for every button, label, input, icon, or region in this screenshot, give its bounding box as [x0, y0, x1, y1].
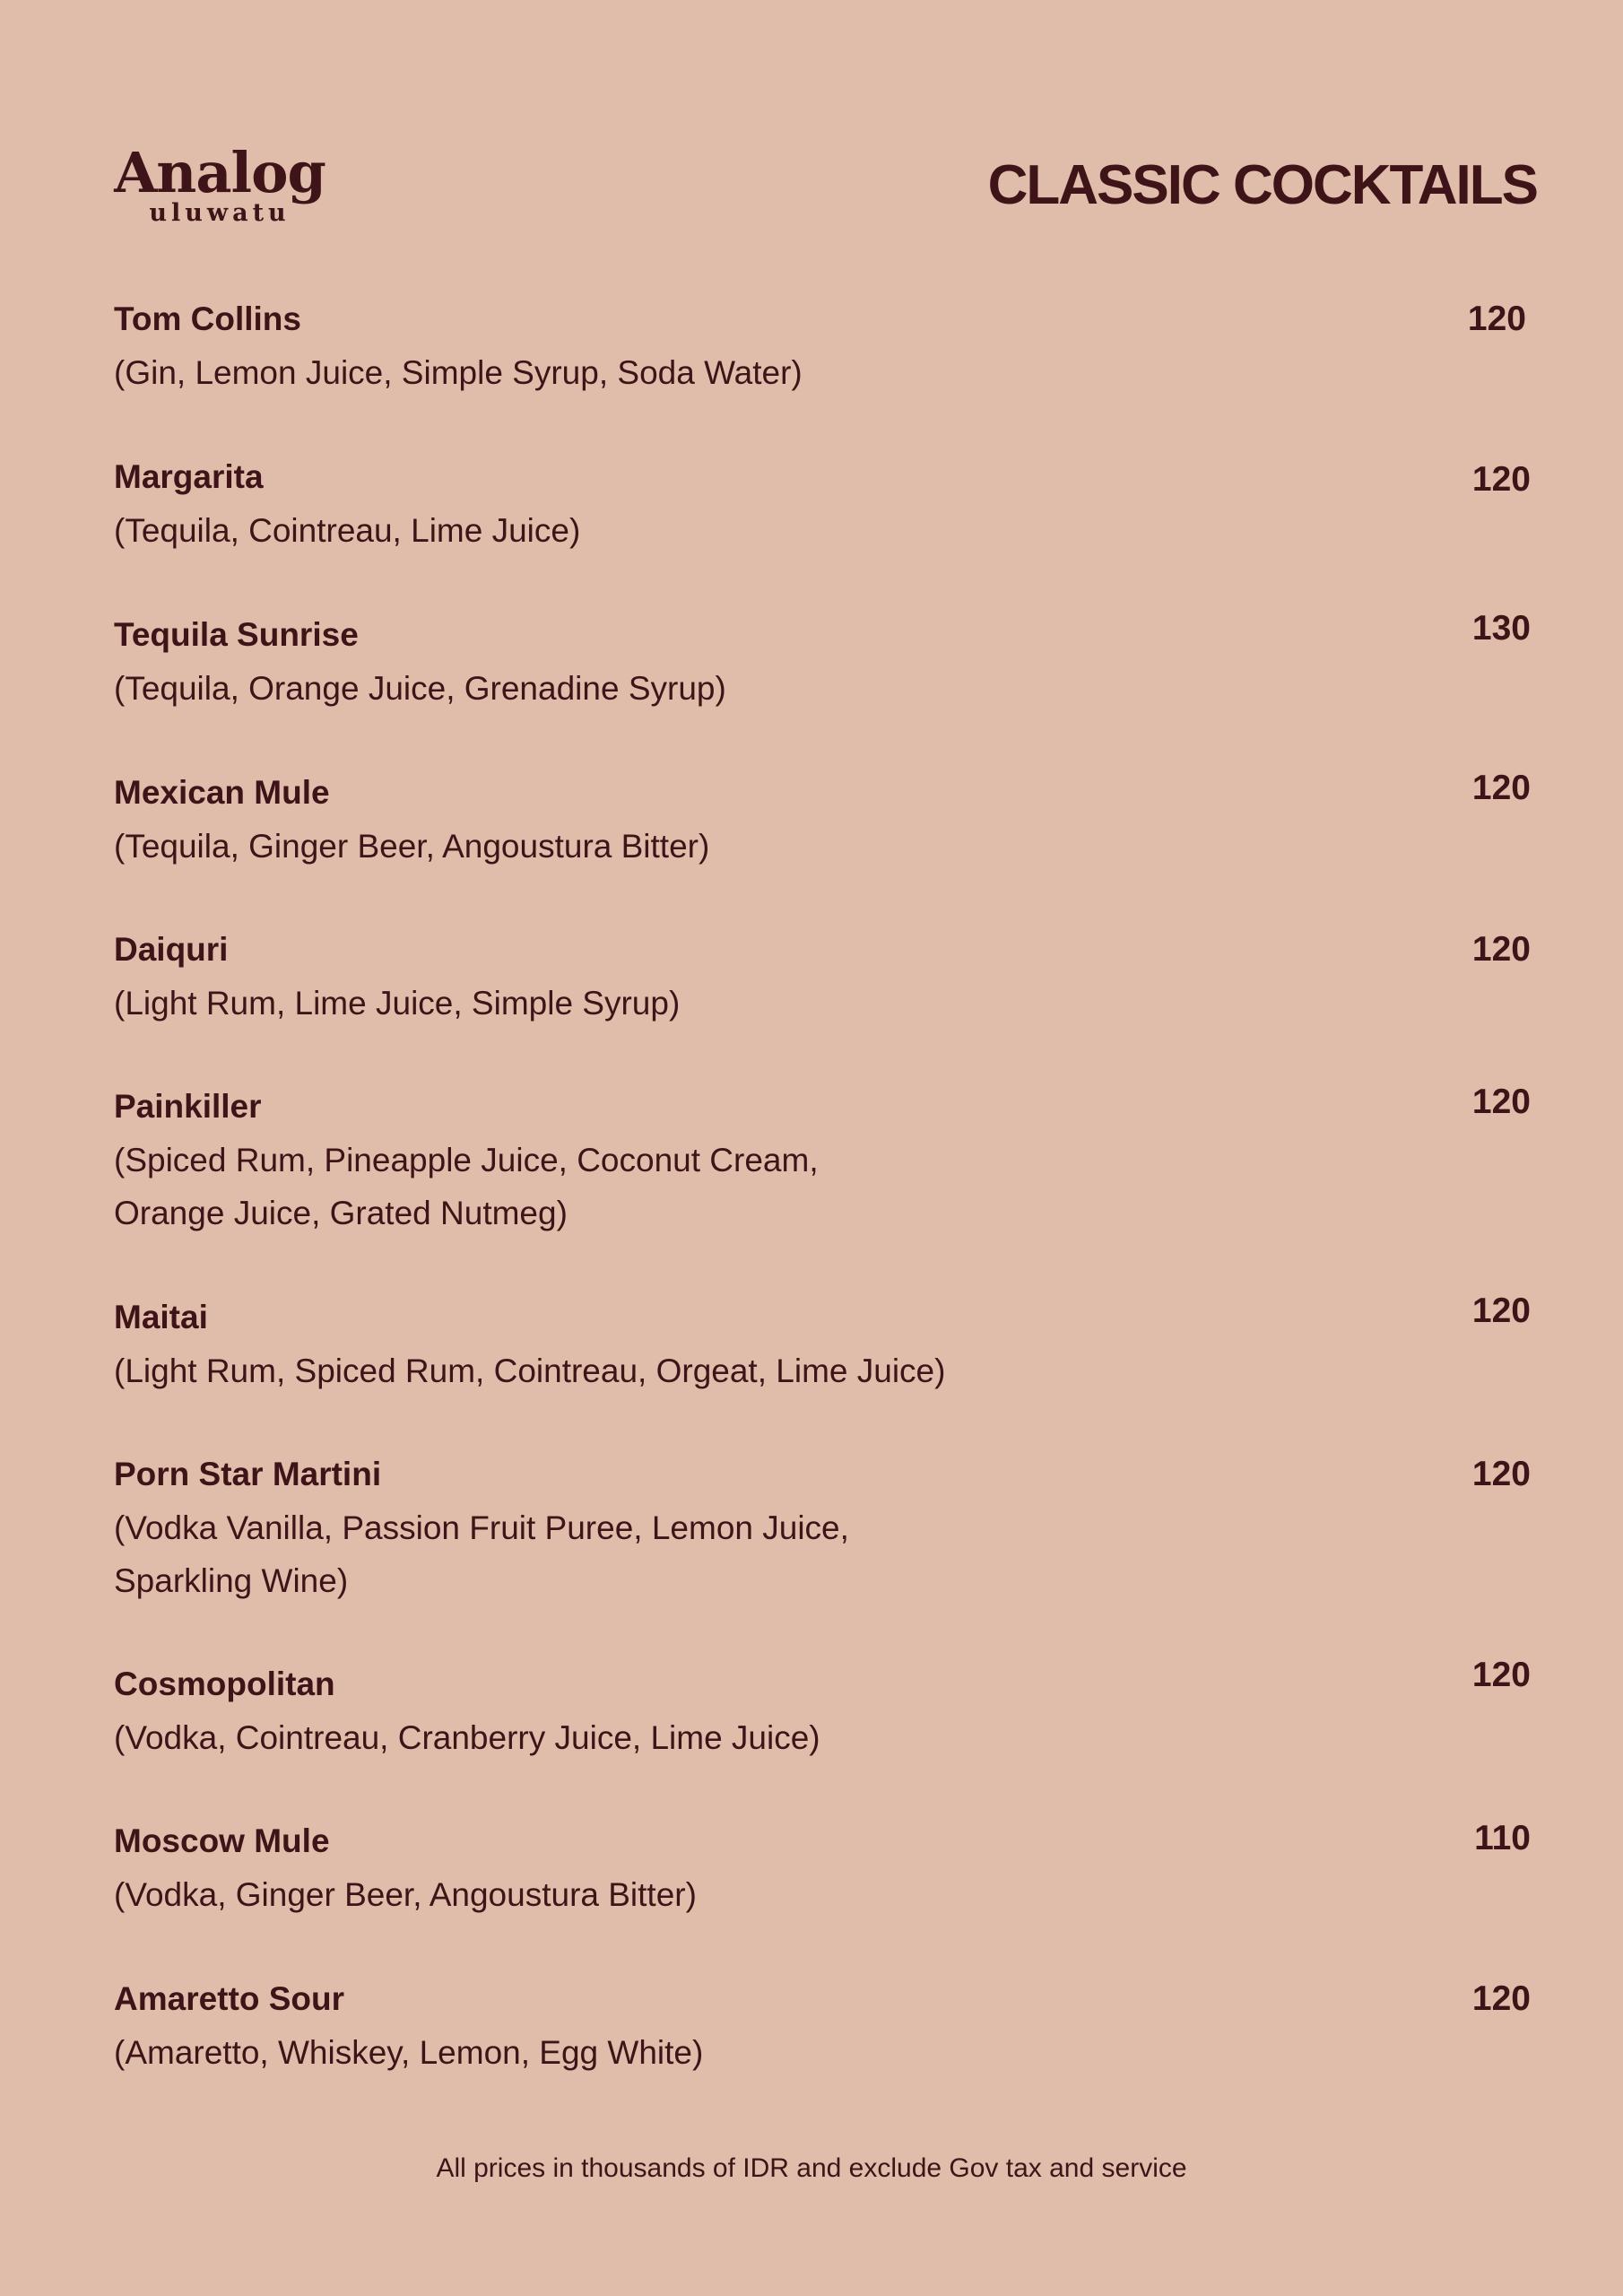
- menu-item-tequila-sunrise: [114, 608, 1531, 715]
- item-ingredients: (Tequila, Ginger Beer, Angoustura Bitter): [114, 828, 710, 865]
- item-name: Mexican Mule: [114, 774, 330, 811]
- item-name: Tequila Sunrise: [114, 616, 359, 653]
- item-ingredients: (Spiced Rum, Pineapple Juice, Coconut Cream,: [114, 1142, 819, 1178]
- menu-item-painkiller: [114, 1080, 1531, 1239]
- item-price: 120: [1467, 300, 1526, 338]
- item-name: Margarita: [114, 458, 264, 495]
- price-disclaimer: All prices in thousands of IDR and exclude Gov tax and service: [436, 2153, 1187, 2183]
- item-ingredients-line-2: Sparkling Wine): [114, 1562, 349, 1599]
- menu-item-moscow-mule: [114, 1814, 1531, 1921]
- item-price: 120: [1471, 769, 1531, 807]
- item-name: Moscow Mule: [114, 1822, 330, 1859]
- item-price: 120: [1471, 1292, 1531, 1330]
- item-name: Amaretto Sour: [114, 1980, 344, 2017]
- logo-location: uluwatu: [149, 199, 291, 227]
- item-ingredients: (Tequila, Cointreau, Lime Juice): [114, 512, 581, 549]
- item-name: Painkiller: [114, 1088, 262, 1125]
- logo-wordmark: Analog: [114, 140, 325, 205]
- item-price: 110: [1474, 1819, 1531, 1857]
- item-price: 120: [1471, 460, 1531, 499]
- item-name: Cosmopolitan: [114, 1665, 335, 1702]
- item-ingredients: (Vodka Vanilla, Passion Fruit Puree, Lemon Juice,: [114, 1509, 849, 1546]
- item-price: 120: [1471, 930, 1531, 969]
- item-ingredients: (Amaretto, Whiskey, Lemon, Egg White): [114, 2034, 704, 2071]
- item-price: 120: [1471, 1656, 1531, 1694]
- item-name: Maitai: [114, 1299, 208, 1335]
- item-price: 120: [1471, 1979, 1531, 2018]
- item-ingredients: (Vodka, Ginger Beer, Angoustura Bitter): [114, 1876, 697, 1913]
- page-title: CLASSIC COCKTAILS: [987, 154, 1537, 216]
- menu-item-maitai: [114, 1291, 1531, 1397]
- menu-item-amaretto-sour: [114, 1972, 1531, 2079]
- item-name: Daiquri: [114, 931, 229, 968]
- menu-item-margarita: [114, 450, 1531, 557]
- item-ingredients-line-2: Orange Juice, Grated Nutmeg): [114, 1195, 568, 1231]
- item-ingredients: (Light Rum, Lime Juice, Simple Syrup): [114, 985, 681, 1022]
- item-ingredients: (Gin, Lemon Juice, Simple Syrup, Soda Water): [114, 354, 803, 391]
- menu-item-cosmopolitan: [114, 1657, 1531, 1764]
- item-ingredients: (Tequila, Orange Juice, Grenadine Syrup): [114, 670, 726, 707]
- item-price: 120: [1471, 1083, 1531, 1121]
- menu-item-porn-star-martini: [114, 1448, 1531, 1607]
- item-price: 120: [1471, 1455, 1531, 1493]
- item-name: Porn Star Martini: [114, 1456, 382, 1492]
- item-ingredients: (Light Rum, Spiced Rum, Cointreau, Orgeat, Lime Juice): [114, 1352, 946, 1389]
- menu-item-daiquri: [114, 923, 1531, 1030]
- item-ingredients: (Vodka, Cointreau, Cranberry Juice, Lime Juice): [114, 1719, 820, 1756]
- menu-item-mexican-mule: [114, 766, 1531, 873]
- item-price: 130: [1471, 609, 1531, 648]
- menu-item-tom-collins: [114, 292, 1531, 399]
- item-name: Tom Collins: [114, 300, 301, 337]
